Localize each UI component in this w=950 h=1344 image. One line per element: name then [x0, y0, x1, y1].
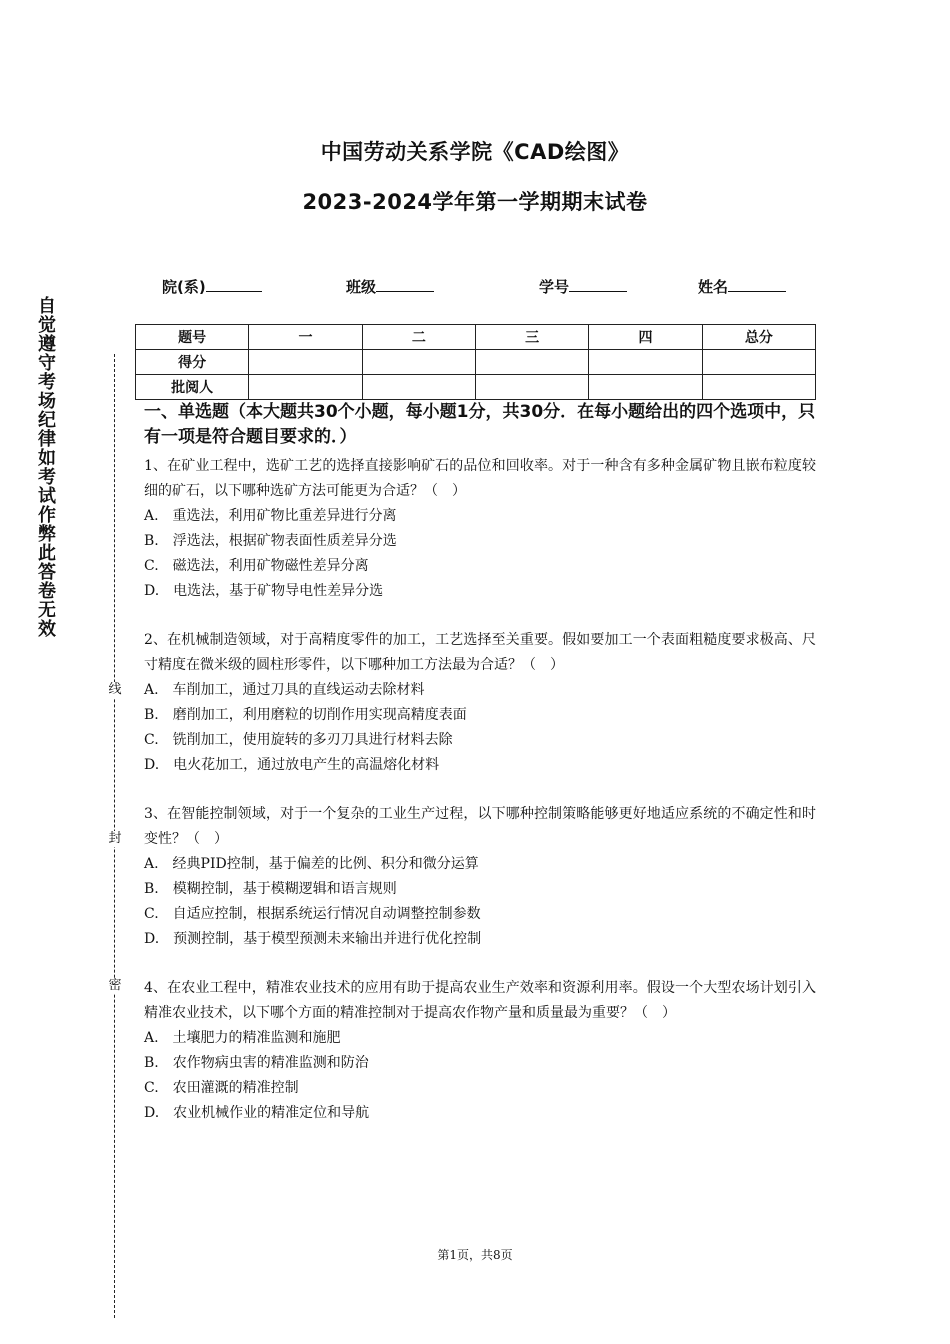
class-field	[346, 276, 434, 297]
class-blank	[376, 277, 434, 292]
department-label: 院(系)	[162, 278, 206, 296]
header-cell: 总分	[702, 325, 815, 350]
department-field	[162, 276, 262, 297]
question-option: C. 磁选法，利用矿物磁性差异分离	[144, 558, 369, 574]
score-cell	[589, 350, 702, 375]
score-cell	[702, 350, 815, 375]
question-option: C. 农田灌溉的精准控制	[144, 1080, 299, 1096]
exam-discipline-notice: 自觉遵守考场纪律如考试作弊此答卷无效	[35, 296, 56, 638]
name-field	[698, 276, 786, 297]
question-stem: 1、在矿业工程中，选矿工艺的选择直接影响矿石的品位和回收率。对于一种含有多种金属矿物且嵌布粒度较细的矿石，以下哪种选矿方法可能更为合适？（ ）	[144, 458, 816, 499]
question-option: D. 电选法，基于矿物导电性差异分选	[144, 583, 384, 599]
score-row-label: 得分	[136, 350, 249, 375]
student-id-blank	[569, 277, 627, 292]
question-option: C. 自适应控制，根据系统运行情况自动调整控制参数	[144, 906, 481, 922]
question-4	[144, 976, 816, 1126]
grader-cell	[702, 375, 815, 400]
question-option: B. 磨削加工，利用磨粒的切削作用实现高精度表面	[144, 707, 467, 723]
class-label: 班级	[346, 278, 377, 296]
score-table-header-row	[136, 325, 816, 350]
grader-cell	[589, 375, 702, 400]
student-id-label: 学号	[539, 278, 570, 296]
question-option: A. 经典PID控制，基于偏差的比例、积分和微分运算	[144, 856, 479, 872]
question-option: B. 模糊控制，基于模糊逻辑和语言规则	[144, 881, 397, 897]
score-table	[135, 324, 816, 400]
binding-seal-label: 封	[105, 831, 125, 847]
header-cell: 三	[475, 325, 588, 350]
question-option: B. 浮选法，根据矿物表面性质差异分选	[144, 533, 397, 549]
question-option: D. 预测控制，基于模型预测未来输出并进行优化控制	[144, 931, 482, 947]
question-stem: 2、在机械制造领域，对于高精度零件的加工，工艺选择至关重要。假如要加工一个表面粗糙度要求极高、尺寸精度在微米级的圆柱形零件，以下哪种加工方法最为合适？（ ）	[144, 632, 816, 673]
score-cell	[362, 350, 475, 375]
grader-cell	[475, 375, 588, 400]
exam-content	[144, 400, 816, 1150]
question-option: A. 车削加工，通过刀具的直线运动去除材料	[144, 682, 425, 698]
question-3	[144, 802, 816, 952]
exam-title-line1: 中国劳动关系学院《CAD绘图》	[320, 140, 630, 164]
score-row	[136, 350, 816, 375]
name-blank	[728, 277, 786, 292]
question-stem: 3、在智能控制领域，对于一个复杂的工业生产过程，以下哪种控制策略能够更好地适应系统的不确定性和时变性？（ ）	[144, 806, 816, 847]
question-option: D. 农业机械作业的精准定位和导航	[144, 1105, 370, 1121]
grader-cell	[249, 375, 362, 400]
binding-line-label: 线	[105, 682, 125, 698]
header-cell: 二	[362, 325, 475, 350]
header-cell: 四	[589, 325, 702, 350]
question-2	[144, 628, 816, 778]
grader-row	[136, 375, 816, 400]
binding-secret-label: 密	[105, 978, 125, 994]
question-option: B. 农作物病虫害的精准监测和防治	[144, 1055, 369, 1071]
question-option: A. 土壤肥力的精准监测和施肥	[144, 1030, 341, 1046]
department-blank	[206, 277, 262, 292]
section-heading: 一、单选题（本大题共30个小题，每小题1分，共30分．在每小题给出的四个选项中，只有一项是符合题目要求的．）	[144, 402, 816, 447]
exam-title-line2: 2023-2024学年第一学期期末试卷	[302, 190, 648, 214]
name-label: 姓名	[698, 278, 729, 296]
grader-row-label: 批阅人	[136, 375, 249, 400]
question-option: A. 重选法，利用矿物比重差异进行分离	[144, 508, 397, 524]
score-cell	[249, 350, 362, 375]
question-1	[144, 454, 816, 604]
question-option: D. 电火花加工，通过放电产生的高温熔化材料	[144, 757, 440, 773]
grader-cell	[362, 375, 475, 400]
question-option: C. 铣削加工，使用旋转的多刃刀具进行材料去除	[144, 732, 453, 748]
student-id-field	[539, 276, 627, 297]
header-cell: 题号	[136, 325, 249, 350]
question-stem: 4、在农业工程中，精准农业技术的应用有助于提高农业生产效率和资源利用率。假设一个大型农场计划引入精准农业技术，以下哪个方面的精准控制对于提高农作物产量和质量最为重要？（ ）	[144, 980, 816, 1021]
header-cell: 一	[249, 325, 362, 350]
page-number: 第1页，共8页	[437, 1248, 513, 1262]
score-cell	[475, 350, 588, 375]
